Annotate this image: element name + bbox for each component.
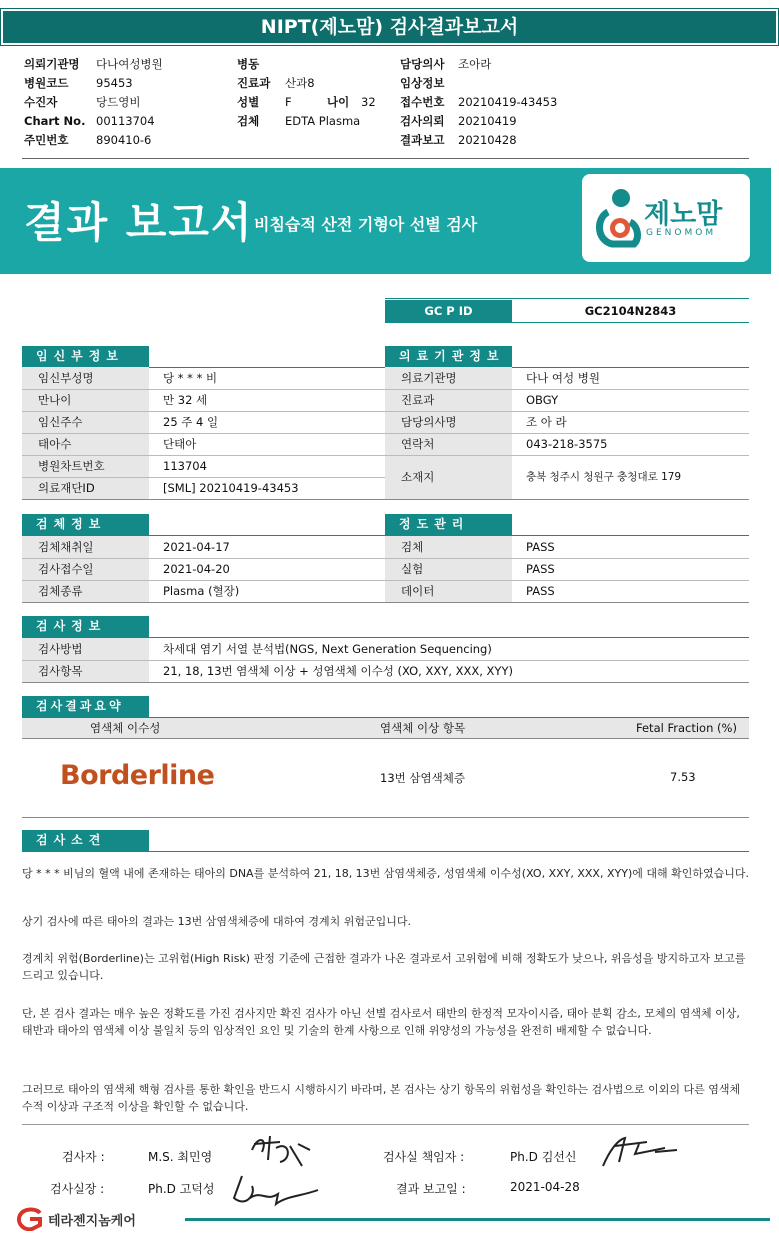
row-value: 만 32 세: [163, 393, 208, 407]
header-value: F: [285, 95, 292, 109]
header-label: 성별: [237, 95, 260, 109]
row-divider: [22, 477, 385, 478]
header-value: 20210428: [458, 133, 517, 147]
row-divider: [22, 389, 385, 390]
row-divider: [22, 411, 385, 412]
info-row: [22, 455, 385, 477]
header-value: 95453: [96, 76, 133, 90]
row-key: 의료재단ID: [22, 477, 149, 499]
info-row: [385, 411, 749, 433]
row-value: 조 아 라: [526, 415, 567, 429]
info-row: [385, 389, 749, 411]
header-label: 의뢰기관명: [24, 57, 80, 71]
row-divider: [385, 455, 749, 456]
row-key: 실험: [385, 558, 512, 580]
summary-col-aneuploidy: 염색체 이수성: [90, 721, 161, 735]
row-value: [SML] 20210419-43453: [163, 481, 299, 495]
report-title: NIPT(제노맘) 검사결과보고서: [3, 11, 776, 43]
result-borderline: Borderline: [60, 760, 215, 791]
header-value: 조아라: [458, 57, 492, 71]
gcp-bottom-line: [385, 322, 749, 323]
row-key: 담당의사명: [385, 411, 512, 433]
row-value: 다나 여성 병원: [526, 371, 600, 385]
logo-english: GENOMOM: [646, 228, 717, 238]
row-key: 검체채취일: [22, 536, 149, 558]
report-date-label: 결과 보고일 :: [396, 1182, 466, 1196]
row-value: 당 * * * 비: [163, 371, 218, 385]
header-label: 검체: [237, 114, 260, 128]
row-value: Plasma (혈장): [163, 584, 240, 598]
head-name: Ph.D 고덕성: [148, 1182, 215, 1196]
result-item: 13번 삼염색체증: [380, 771, 465, 785]
summary-header-row: [22, 717, 749, 739]
row-value: PASS: [526, 540, 555, 554]
report-date: 2021-04-28: [510, 1180, 580, 1194]
logo-name: 제노맘: [644, 199, 723, 230]
section-bottom-line: [22, 499, 385, 500]
row-key: 태아수: [22, 433, 149, 455]
head-signature: [222, 1168, 322, 1213]
info-row: [22, 638, 749, 660]
header-col-1: [24, 55, 163, 150]
header-label: Chart No.: [24, 114, 86, 128]
header-value: 00113704: [96, 114, 155, 128]
section-bottom-line: [22, 682, 749, 683]
row-key: 임신부성명: [22, 367, 149, 389]
section-test-info: 검사정보: [22, 616, 149, 637]
banner-subtitle: 비침습적 산전 기형아 선별 검사: [254, 215, 478, 234]
row-key: 병원차트번호: [22, 455, 149, 477]
row-divider: [22, 433, 385, 434]
row-key: 검사방법: [22, 638, 149, 660]
chief-name: Ph.D 김선신: [510, 1150, 577, 1164]
section-bottom-line: [385, 602, 749, 603]
info-row: [22, 660, 749, 682]
info-row: [22, 367, 385, 389]
header-label: 병원코드: [24, 76, 69, 90]
info-row: [22, 580, 385, 602]
row-value: 2021-04-20: [163, 562, 230, 576]
row-value: 113704: [163, 459, 207, 473]
row-key: 검사항목: [22, 660, 149, 682]
row-divider: [385, 411, 749, 412]
gcp-label: GC P ID: [385, 300, 512, 322]
info-row: [385, 558, 749, 580]
section-medical-info: 의료기관정보: [385, 346, 512, 367]
tester-name: M.S. 최민영: [148, 1150, 213, 1164]
section-line: [22, 851, 749, 852]
result-banner: [0, 168, 771, 274]
header-value: 20210419: [458, 114, 517, 128]
section-bottom-line: [385, 499, 749, 500]
row-value: 21, 18, 13번 염색체 이상 + 성염색체 이수성 (XO, XXY, XXX, XYY): [163, 664, 513, 678]
age-label: 나이: [327, 95, 350, 109]
header-value: EDTA Plasma: [285, 114, 361, 128]
head-label: 검사실장 :: [50, 1182, 105, 1196]
header-label: 검사의뢰: [400, 114, 445, 128]
gcp-top-line: [385, 298, 749, 299]
row-key: 진료과: [385, 389, 512, 411]
header-label: 병동: [237, 57, 260, 71]
header-label: 담당의사: [400, 57, 445, 71]
summary-col-abnormality: 염색체 이상 항목: [380, 721, 466, 735]
row-key: 검체종류: [22, 580, 149, 602]
info-row: [22, 389, 385, 411]
header-label: 임상정보: [400, 76, 445, 90]
info-row: [385, 536, 749, 558]
info-row: [385, 433, 749, 455]
tester-label: 검사자 :: [62, 1150, 105, 1164]
row-value: OBGY: [526, 393, 559, 407]
header-divider: [22, 158, 749, 159]
row-key: 검체: [385, 536, 512, 558]
summary-bottom-line: [22, 817, 749, 818]
header-col-3: [400, 55, 557, 150]
gcp-value: GC2104N2843: [584, 304, 677, 318]
row-key: 데이터: [385, 580, 512, 602]
row-divider: [385, 580, 749, 581]
row-value: 차세대 염기 서열 분석법(NGS, Next Generation Sequencing): [163, 642, 492, 656]
header-value: 산과8: [285, 76, 315, 90]
section-specimen-info: 검체정보: [22, 514, 149, 535]
row-divider: [385, 558, 749, 559]
section-bottom-line: [22, 602, 385, 603]
row-value: 25 주 4 일: [163, 415, 219, 429]
info-row: [22, 558, 385, 580]
info-row: [22, 433, 385, 455]
info-row: [22, 536, 385, 558]
row-key: 검사접수일: [22, 558, 149, 580]
info-row: [385, 455, 749, 499]
footer-logo-text: 테라젠지놈케어: [48, 1214, 136, 1229]
chief-signature: [595, 1132, 685, 1172]
terragen-logo-icon: [16, 1207, 44, 1231]
row-key: 의료기관명: [385, 367, 512, 389]
age-value: 32: [361, 95, 376, 109]
row-divider: [22, 660, 749, 661]
row-value: PASS: [526, 584, 555, 598]
row-divider: [22, 580, 385, 581]
info-row: [22, 411, 385, 433]
header-label: 진료과: [237, 76, 271, 90]
row-divider: [385, 433, 749, 434]
header-value: 890410-6: [96, 133, 152, 147]
header-value: 20210419-43453: [458, 95, 558, 109]
section-quality-control: 정도관리: [385, 514, 512, 535]
row-key: 소재지: [385, 455, 512, 499]
section-opinion: 검사소견: [22, 830, 149, 851]
opinion-bottom-line: [22, 1124, 749, 1125]
row-divider: [22, 558, 385, 559]
header-label: 주민번호: [24, 133, 69, 147]
genomom-logo-icon: [594, 186, 644, 248]
info-row: [385, 580, 749, 602]
header-value: 당드영비: [96, 95, 141, 109]
header-value: 다나여성병원: [96, 57, 163, 71]
chief-label: 검사실 책임자 :: [383, 1150, 465, 1164]
genomom-logo: [582, 174, 750, 262]
section-result-summary: 검사결과요약: [22, 696, 149, 717]
summary-col-fetal-fraction: Fetal Fraction (%): [636, 721, 737, 735]
row-value: 충북 청주시 청원구 충청대로 179: [526, 471, 682, 483]
banner-title: 결과 보고서: [24, 198, 254, 247]
row-key: 연락처: [385, 433, 512, 455]
opinion-paragraph: 당 * * * 비님의 혈액 내에 존재하는 태아의 DNA를 분석하여 21, 18, 13번 삼염색체증, 성염색체 이수성(XO, XXY, XXX, XYY)에 대해 확인하였습니다.: [22, 867, 749, 880]
row-divider: [22, 455, 385, 456]
footer-line: [185, 1218, 770, 1221]
header-label: 접수번호: [400, 95, 445, 109]
info-row: [385, 367, 749, 389]
row-divider: [385, 389, 749, 390]
row-value: 2021-04-17: [163, 540, 230, 554]
header-col-2: [237, 55, 376, 131]
header-label: 결과보고: [400, 133, 445, 147]
info-row: [22, 477, 385, 499]
opinion-paragraph: 그러므로 태아의 염색체 핵형 검사를 통한 확인을 반드시 시행하시기 바라며, 본 검사는 상기 항목의 위험성을 확인하는 검사법으로 이외의 다른 염색체 수적 이상과 구조적 이상을 확인할 수 없습니다.: [22, 1083, 741, 1113]
result-fetal-fraction: 7.53: [670, 770, 696, 784]
opinion-paragraph: 단, 본 검사 결과는 매우 높은 정확도를 가진 검사지만 확진 검사가 아닌 선별 검사로서 태반의 한정적 모자이시즘, 태아 분획 감소, 모체의 염색체 이상, 태반과 태아의 염색체 이상 불일치 등의 임상적인 요인 및 기술의 한계 사항으로 인해 위양성의 가능성을 완전히 배제할 수 없습니다.: [22, 1007, 740, 1037]
report-title-bar: [0, 8, 779, 46]
row-key: 만나이: [22, 389, 149, 411]
row-value: 043-218-3575: [526, 437, 608, 451]
opinion-paragraph: 경계치 위험(Borderline)는 고위험(High Risk) 판정 기준에 근접한 결과가 나온 결과로서 고위험에 비해 정확도가 낮으나, 위음성을 방지하고자 보고를 드리고 있습니다.: [22, 952, 746, 982]
section-pregnant-info: 임신부정보: [22, 346, 149, 367]
header-label: 수진자: [24, 95, 58, 109]
opinion-paragraph: 상기 검사에 따른 태아의 결과는 13번 삼염색체증에 대하여 경계치 위험군입니다.: [22, 915, 411, 928]
row-value: 단태아: [163, 437, 197, 451]
row-key: 임신주수: [22, 411, 149, 433]
row-value: PASS: [526, 562, 555, 576]
